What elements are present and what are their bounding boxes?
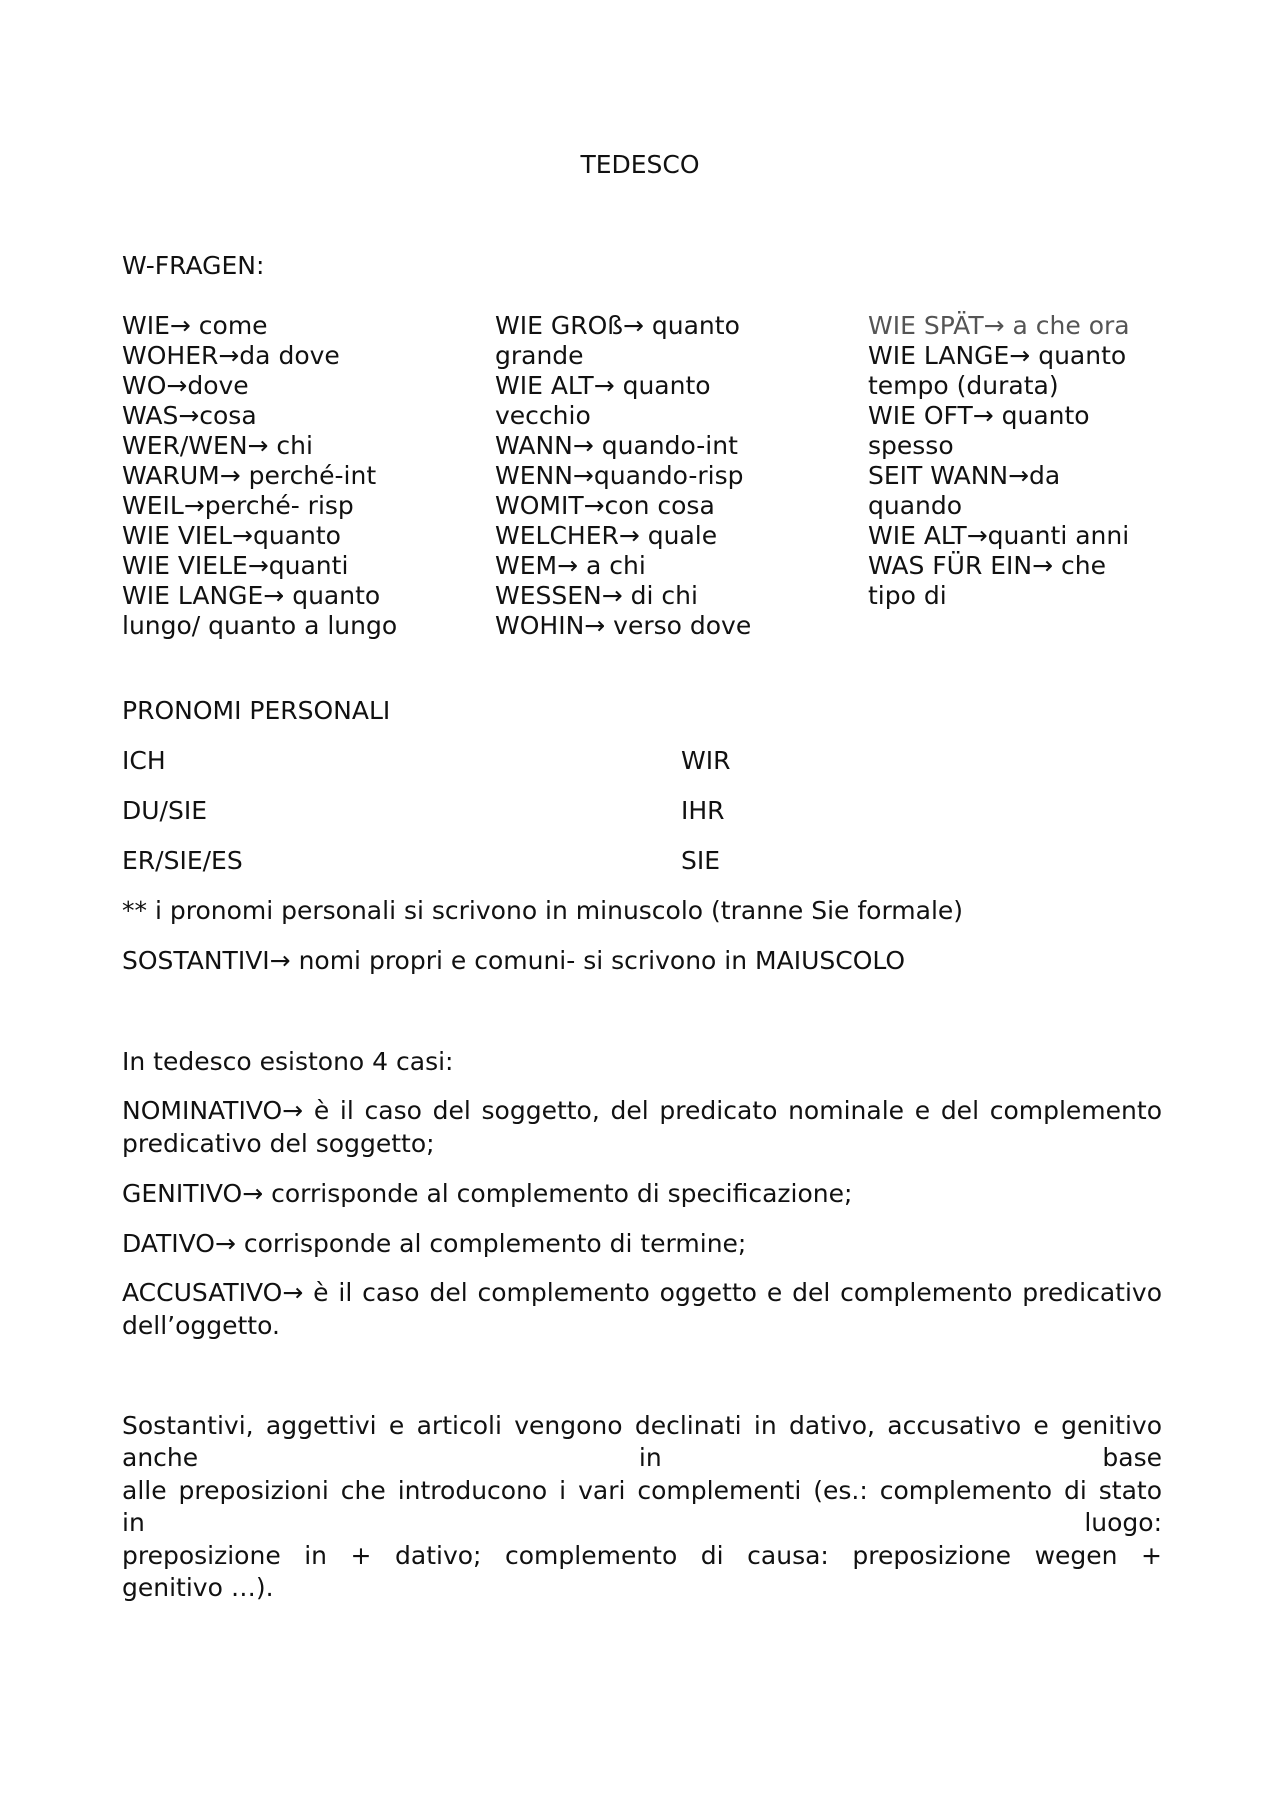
w-fragen-entry: quando [868,491,963,520]
final-paragraph-line: genitivo …). [122,1573,274,1602]
case-dativo: DATIVO→ corrisponde al complemento di termine; [122,1229,747,1258]
pronoun-singular: DU/SIE [122,796,208,825]
final-paragraph-line: in luogo: [122,1508,1162,1537]
w-fragen-entry: WIE LANGE→ quanto [868,341,1127,370]
w-fragen-column-2 [495,311,751,641]
w-fragen-entry: WIE OFT→ quanto [868,401,1090,430]
w-fragen-entry: WESSEN→ di chi [495,581,698,610]
w-fragen-entry: WOHIN→ verso dove [495,611,752,640]
w-fragen-entry: WIE ALT→quanti anni [868,521,1130,550]
case-accusativo: ACCUSATIVO→ è il caso del complemento oggetto e del complemento predicativo dell’oggetto. [122,1278,1162,1340]
final-paragraph-line: anche in base [122,1443,1162,1472]
w-fragen-entry: WER/WEN→ chi [122,431,313,460]
w-fragen-entry: vecchio [495,401,591,430]
w-fragen-entry: tipo di [868,581,947,610]
w-fragen-entry: WAS→cosa [122,401,257,430]
w-fragen-entry: WOHER→da dove [122,341,340,370]
w-fragen-entry: SEIT WANN→da [868,461,1061,490]
casi-intro: In tedesco esistono 4 casi: [122,1047,454,1076]
w-fragen-entry-answer: → a che ora [983,311,1130,340]
pronoun-plural: IHR [681,796,725,825]
w-fragen-entry: grande [495,341,584,370]
w-fragen-entry: WIE GROß→ quanto [495,311,740,340]
w-fragen-entry: WELCHER→ quale [495,521,718,550]
w-fragen-entry: WEIL→perché- risp [122,491,354,520]
w-fragen-entry: WARUM→ perché-int [122,461,377,490]
sostantivi-note: SOSTANTIVI→ nomi propri e comuni- si scrivono in MAIUSCOLO [122,946,906,975]
w-fragen-entry: WEM→ a chi [495,551,646,580]
w-fragen-entry: WOMIT→con cosa [495,491,715,520]
pronoun-singular: ICH [122,746,166,775]
document-title: TEDESCO [580,150,700,179]
w-fragen-entry: WO→dove [122,371,249,400]
w-fragen-entry: tempo (durata) [868,371,1059,400]
w-fragen-entry: WAS FÜR EIN→ che [868,551,1107,580]
w-fragen-entry: WIE ALT→ quanto [495,371,711,400]
w-fragen-entry: WIE LANGE→ quanto [122,581,381,610]
case-genitivo: GENITIVO→ corrisponde al complemento di specificazione; [122,1179,853,1208]
w-fragen-entry: lungo/ quanto a lungo [122,611,398,640]
w-fragen-entry: WIE→ come [122,311,268,340]
final-paragraph-line: Sostantivi, aggettivi e articoli vengono declinati in dativo, accusativo e genitivo [122,1411,1162,1440]
w-fragen-column-1 [122,311,397,641]
pronoun-singular: ER/SIE/ES [122,846,243,875]
pronomi-note: ** i pronomi personali si scrivono in minuscolo (tranne Sie formale) [122,896,964,925]
pronoun-plural: SIE [681,846,721,875]
final-paragraph-line: preposizione in + dativo; complemento di causa: preposizione wegen + [122,1541,1162,1570]
w-fragen-entry [868,311,1130,341]
w-fragen-entry: WIE VIELE→quanti [122,551,349,580]
pronoun-plural: WIR [681,746,731,775]
case-nominativo: NOMINATIVO→ è il caso del soggetto, del predicato nominale e del complemento predicativo del soggetto; [122,1096,1162,1158]
w-fragen-heading: W-FRAGEN: [122,251,265,280]
w-fragen-entry: WIE VIEL→quanto [122,521,341,550]
final-paragraph-line: alle preposizioni che introducono i vari complementi (es.: complemento di stato [122,1476,1162,1505]
pronomi-heading: PRONOMI PERSONALI [122,696,391,725]
w-fragen-column-3 [868,311,1130,611]
w-fragen-entry: WANN→ quando-int [495,431,738,460]
w-fragen-entry: WENN→quando-risp [495,461,744,490]
w-fragen-entry: spesso [868,431,954,460]
w-fragen-entry-question: WIE SPÄT [868,311,984,340]
